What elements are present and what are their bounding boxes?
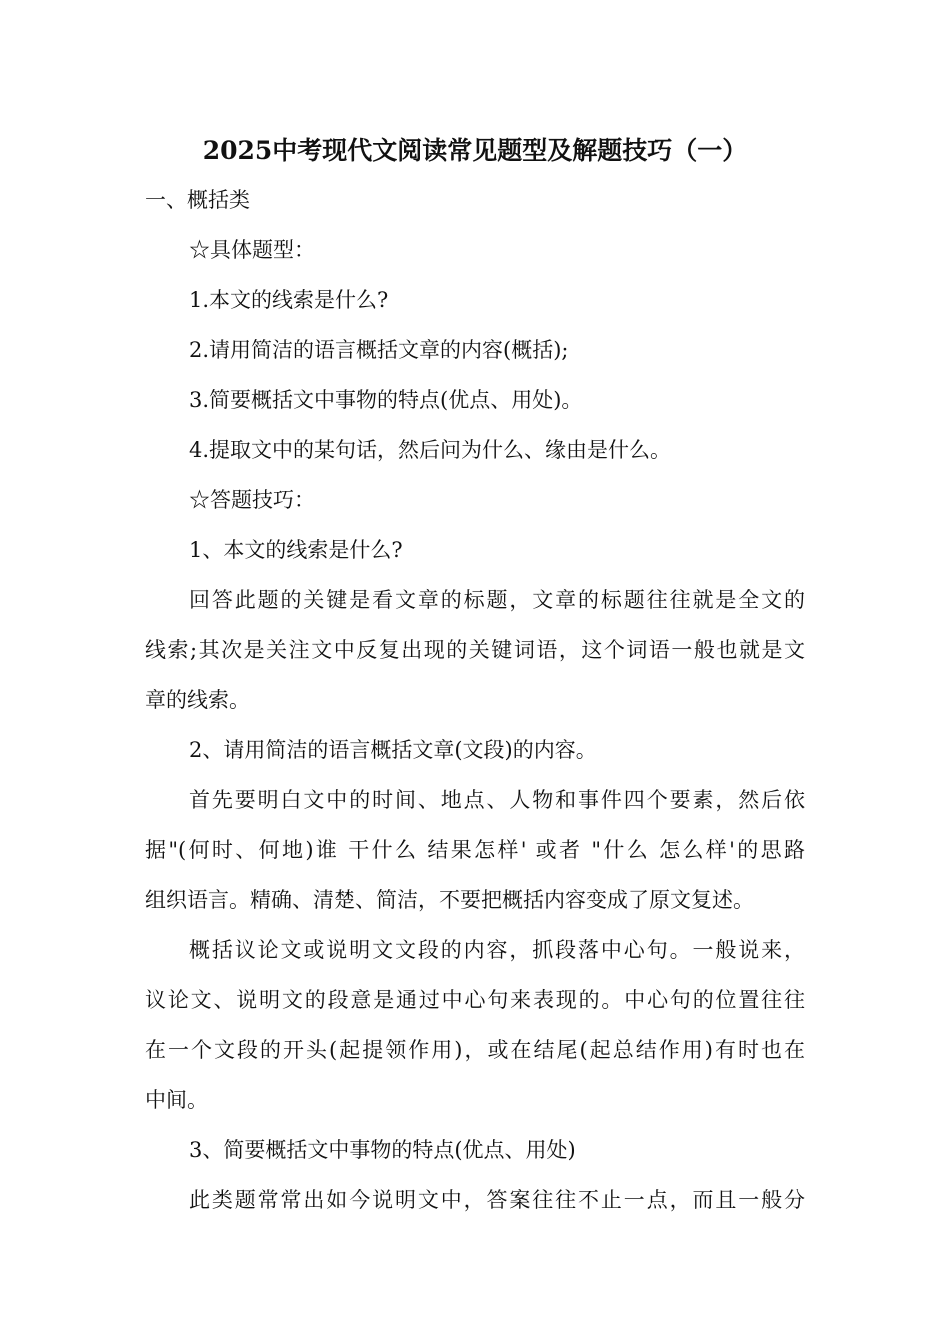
paragraph-line: 此类题常常出如今说明文中，答案往往不止一点，而且一般分 bbox=[189, 1188, 805, 1212]
paragraph-line: 章的线索。 bbox=[145, 688, 250, 712]
paragraph-line: 组织语言。精确、清楚、简洁，不要把概括内容变成了原文复述。 bbox=[145, 888, 754, 912]
paragraph-line: 概括议论文或说明文文段的内容，抓段落中心句。一般说来， bbox=[189, 938, 805, 962]
question-type-item: 1.本文的线索是什么? bbox=[189, 288, 389, 312]
tip-heading: 1、本文的线索是什么? bbox=[189, 538, 403, 562]
paragraph-line: 在一个文段的开头(起提领作用)，或在结尾(起总结作用)有时也在 bbox=[145, 1038, 805, 1062]
question-type-item: 2.请用简洁的语言概括文章的内容(概括); bbox=[189, 338, 569, 362]
question-type-item: 4.提取文中的某句话，然后问为什么、缘由是什么。 bbox=[189, 438, 672, 462]
paragraph-line: 议论文、说明文的段意是通过中心句来表现的。中心句的位置往往 bbox=[145, 988, 805, 1012]
tip-heading: 2、请用简洁的语言概括文章(文段)的内容。 bbox=[189, 738, 597, 762]
paragraph-line: 中间。 bbox=[145, 1088, 208, 1112]
paragraph-line: 线索;其次是关注文中反复出现的关键词语，这个词语一般也就是文 bbox=[145, 638, 805, 662]
paragraph-line: 回答此题的关键是看文章的标题，文章的标题往往就是全文的 bbox=[189, 588, 805, 612]
tip-heading: 3、简要概括文中事物的特点(优点、用处) bbox=[189, 1138, 576, 1162]
question-type-item: 3.简要概括文中事物的特点(优点、用处)。 bbox=[189, 388, 583, 412]
document-title: 2025中考现代文阅读常见题型及解题技巧（一） bbox=[202, 136, 748, 165]
subheading-answer-tips: ☆答题技巧： bbox=[189, 488, 315, 512]
section-heading: 一、概括类 bbox=[145, 188, 250, 212]
paragraph-line: 据"(何时、何地)谁 干什么 结果怎样' 或者 "什么 怎么样'的思路 bbox=[145, 838, 805, 862]
paragraph-line: 首先要明白文中的时间、地点、人物和事件四个要素，然后依 bbox=[189, 788, 805, 812]
subheading-question-types: ☆具体题型： bbox=[189, 238, 315, 262]
